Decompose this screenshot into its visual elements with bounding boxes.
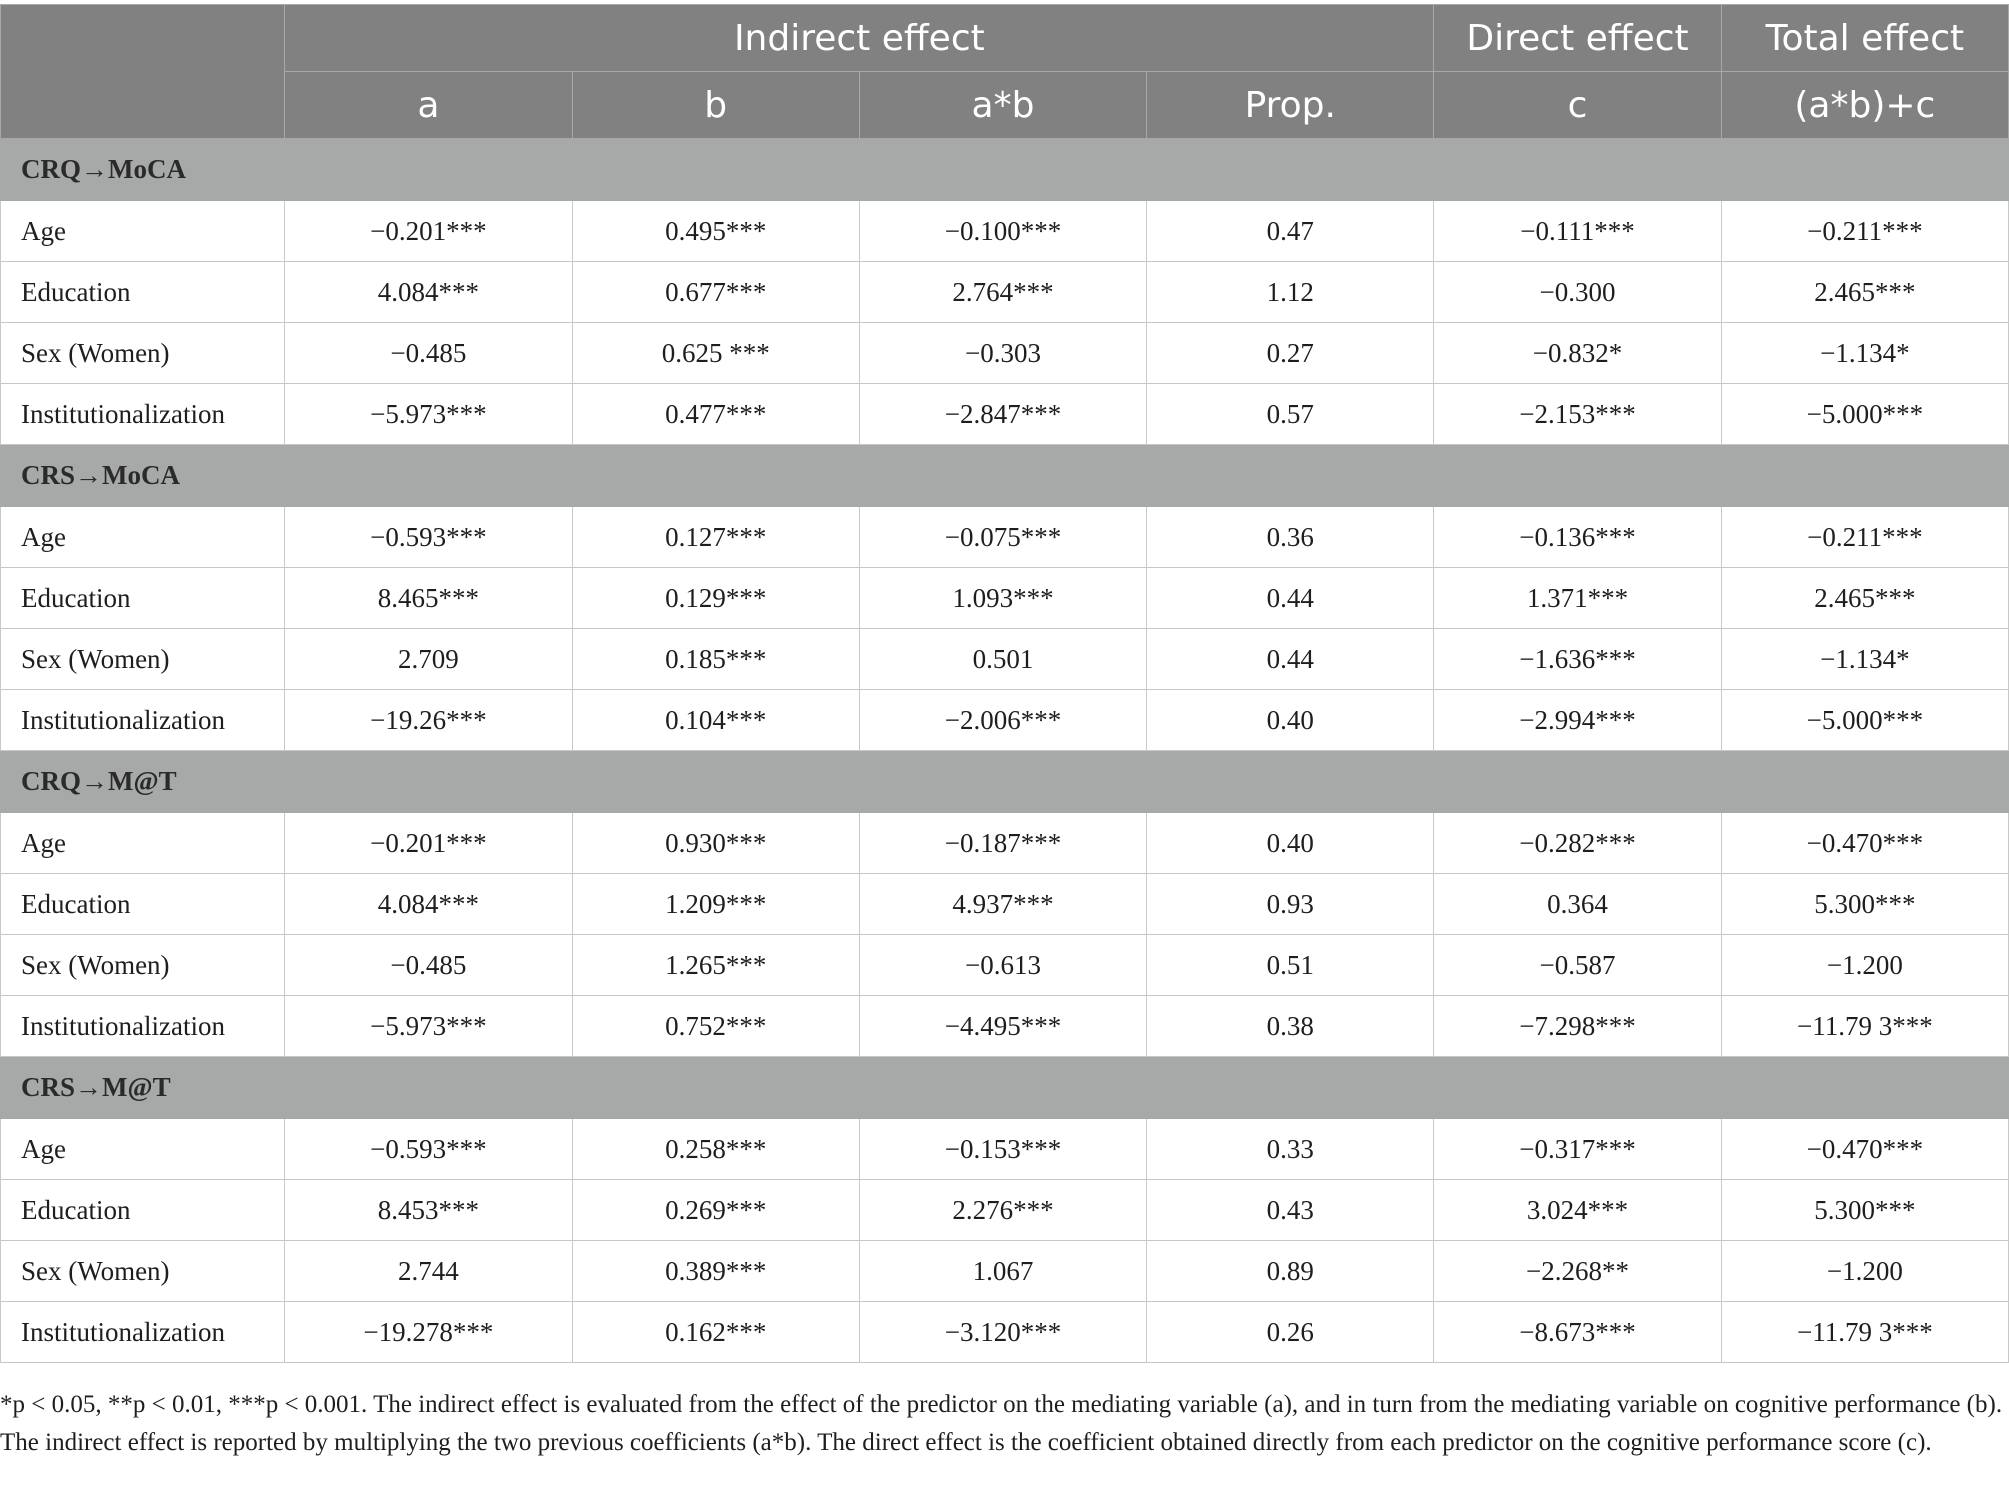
cell-a: −5.973***	[285, 996, 572, 1057]
cell-total: −11.79 3***	[1721, 1302, 2008, 1363]
cell-c: −1.636***	[1434, 629, 1721, 690]
cell-total: −0.211***	[1721, 507, 2008, 568]
cell-a: −0.201***	[285, 813, 572, 874]
cell-c: 3.024***	[1434, 1180, 1721, 1241]
table-header	[1, 5, 2009, 139]
row-label: Sex (Women)	[1, 935, 285, 996]
cell-b: 0.127***	[572, 507, 859, 568]
table-row	[1, 629, 2009, 690]
table-row	[1, 874, 2009, 935]
cell-ab: −2.847***	[859, 384, 1146, 445]
table-row	[1, 813, 2009, 874]
section-header-row	[1, 445, 2009, 507]
cell-a: 2.744	[285, 1241, 572, 1302]
cell-a: 4.084***	[285, 262, 572, 323]
table-row	[1, 690, 2009, 751]
subheader-a: a	[285, 72, 572, 139]
cell-total: −0.211***	[1721, 201, 2008, 262]
cell-total: 5.300***	[1721, 874, 2008, 935]
cell-a: −0.593***	[285, 507, 572, 568]
table-row	[1, 507, 2009, 568]
cell-total: −1.134*	[1721, 629, 2008, 690]
table-row	[1, 996, 2009, 1057]
cell-ab: −3.120***	[859, 1302, 1146, 1363]
row-label: Sex (Women)	[1, 323, 285, 384]
cell-c: −0.111***	[1434, 201, 1721, 262]
cell-total: 5.300***	[1721, 1180, 2008, 1241]
cell-prop: 0.89	[1147, 1241, 1434, 1302]
cell-prop: 0.27	[1147, 323, 1434, 384]
table-row	[1, 568, 2009, 629]
table-body	[1, 139, 2009, 1363]
cell-a: −0.593***	[285, 1119, 572, 1180]
cell-ab: 0.501	[859, 629, 1146, 690]
row-label: Age	[1, 1119, 285, 1180]
section-header-row	[1, 139, 2009, 201]
row-label: Sex (Women)	[1, 629, 285, 690]
cell-total: −5.000***	[1721, 384, 2008, 445]
table-row	[1, 1119, 2009, 1180]
table-row	[1, 935, 2009, 996]
subheader-b: b	[572, 72, 859, 139]
row-label: Education	[1, 568, 285, 629]
section-header-row	[1, 1057, 2009, 1119]
cell-c: −2.994***	[1434, 690, 1721, 751]
cell-c: −7.298***	[1434, 996, 1721, 1057]
cell-a: −0.485	[285, 935, 572, 996]
cell-a: 8.465***	[285, 568, 572, 629]
subheader-prop: Prop.	[1147, 72, 1434, 139]
cell-total: −5.000***	[1721, 690, 2008, 751]
section-title: CRS→MoCA	[1, 445, 2009, 507]
cell-b: 0.625 ***	[572, 323, 859, 384]
cell-prop: 0.38	[1147, 996, 1434, 1057]
cell-b: 0.104***	[572, 690, 859, 751]
cell-c: 1.371***	[1434, 568, 1721, 629]
cell-prop: 0.36	[1147, 507, 1434, 568]
cell-prop: 0.26	[1147, 1302, 1434, 1363]
cell-b: 0.269***	[572, 1180, 859, 1241]
cell-ab: −0.100***	[859, 201, 1146, 262]
cell-b: 0.389***	[572, 1241, 859, 1302]
cell-prop: 0.40	[1147, 813, 1434, 874]
cell-b: 0.495***	[572, 201, 859, 262]
cell-b: 0.677***	[572, 262, 859, 323]
cell-a: −0.201***	[285, 201, 572, 262]
cell-b: 0.752***	[572, 996, 859, 1057]
cell-prop: 0.57	[1147, 384, 1434, 445]
cell-b: 0.477***	[572, 384, 859, 445]
table-row	[1, 1241, 2009, 1302]
cell-b: 1.265***	[572, 935, 859, 996]
cell-prop: 0.40	[1147, 690, 1434, 751]
row-label: Education	[1, 874, 285, 935]
cell-prop: 0.43	[1147, 1180, 1434, 1241]
cell-ab: 4.937***	[859, 874, 1146, 935]
row-label: Institutionalization	[1, 384, 285, 445]
cell-a: 4.084***	[285, 874, 572, 935]
subheader-total: (a*b)+c	[1721, 72, 2008, 139]
cell-prop: 0.47	[1147, 201, 1434, 262]
cell-a: −0.485	[285, 323, 572, 384]
cell-ab: −2.006***	[859, 690, 1146, 751]
cell-b: 0.930***	[572, 813, 859, 874]
row-label: Age	[1, 813, 285, 874]
row-label: Education	[1, 1180, 285, 1241]
cell-c: −0.282***	[1434, 813, 1721, 874]
cell-a: −19.278***	[285, 1302, 572, 1363]
table-row	[1, 384, 2009, 445]
table-row	[1, 262, 2009, 323]
row-label: Institutionalization	[1, 996, 285, 1057]
cell-ab: −0.153***	[859, 1119, 1146, 1180]
mediation-table	[0, 4, 2009, 1363]
cell-total: 2.465***	[1721, 262, 2008, 323]
row-label: Institutionalization	[1, 690, 285, 751]
section-header-row	[1, 751, 2009, 813]
cell-prop: 0.33	[1147, 1119, 1434, 1180]
cell-c: −0.832*	[1434, 323, 1721, 384]
row-label: Sex (Women)	[1, 1241, 285, 1302]
cell-ab: 2.764***	[859, 262, 1146, 323]
row-label: Education	[1, 262, 285, 323]
cell-total: −0.470***	[1721, 813, 2008, 874]
cell-b: 0.185***	[572, 629, 859, 690]
cell-c: −2.153***	[1434, 384, 1721, 445]
cell-total: 2.465***	[1721, 568, 2008, 629]
cell-b: 0.129***	[572, 568, 859, 629]
cell-b: 0.162***	[572, 1302, 859, 1363]
table-row	[1, 1302, 2009, 1363]
cell-c: −0.300	[1434, 262, 1721, 323]
cell-b: 1.209***	[572, 874, 859, 935]
cell-prop: 0.44	[1147, 629, 1434, 690]
section-title: CRQ→M@T	[1, 751, 2009, 813]
subheader-c: c	[1434, 72, 1721, 139]
cell-c: −0.587	[1434, 935, 1721, 996]
cell-prop: 0.44	[1147, 568, 1434, 629]
cell-ab: −4.495***	[859, 996, 1146, 1057]
cell-c: −8.673***	[1434, 1302, 1721, 1363]
cell-a: −19.26***	[285, 690, 572, 751]
cell-a: −5.973***	[285, 384, 572, 445]
cell-total: −0.470***	[1721, 1119, 2008, 1180]
cell-ab: 2.276***	[859, 1180, 1146, 1241]
cell-ab: −0.613	[859, 935, 1146, 996]
cell-total: −1.134*	[1721, 323, 2008, 384]
cell-prop: 0.93	[1147, 874, 1434, 935]
section-title: CRS→M@T	[1, 1057, 2009, 1119]
cell-c: −2.268**	[1434, 1241, 1721, 1302]
cell-ab: −0.187***	[859, 813, 1146, 874]
table-row	[1, 323, 2009, 384]
table-footnote: *p < 0.05, **p < 0.01, ***p < 0.001. The indirect effect is evaluated from the effect of the predictor on the mediating variable (a), and in turn from the mediating variable on cognitive performance (b). The indirect effect is reported by multiplying the two previous coefficients (a*b). The direct effect is the coefficient obtained directly from each predictor on the cognitive performance score (c).	[0, 1391, 2003, 1456]
row-label: Age	[1, 201, 285, 262]
header-total-effect: Total effect	[1721, 5, 2008, 72]
row-label: Age	[1, 507, 285, 568]
cell-c: −0.136***	[1434, 507, 1721, 568]
cell-total: −1.200	[1721, 935, 2008, 996]
header-direct-effect: Direct effect	[1434, 5, 1721, 72]
cell-ab: −0.303	[859, 323, 1146, 384]
cell-prop: 0.51	[1147, 935, 1434, 996]
table-row	[1, 201, 2009, 262]
cell-prop: 1.12	[1147, 262, 1434, 323]
cell-c: 0.364	[1434, 874, 1721, 935]
header-corner	[1, 5, 285, 139]
cell-ab: 1.067	[859, 1241, 1146, 1302]
cell-b: 0.258***	[572, 1119, 859, 1180]
header-indirect-effect: Indirect effect	[285, 5, 1434, 72]
cell-ab: 1.093***	[859, 568, 1146, 629]
row-label: Institutionalization	[1, 1302, 285, 1363]
cell-a: 2.709	[285, 629, 572, 690]
cell-total: −1.200	[1721, 1241, 2008, 1302]
cell-ab: −0.075***	[859, 507, 1146, 568]
table-row	[1, 1180, 2009, 1241]
subheader-ab: a*b	[859, 72, 1146, 139]
cell-a: 8.453***	[285, 1180, 572, 1241]
section-title: CRQ→MoCA	[1, 139, 2009, 201]
cell-total: −11.79 3***	[1721, 996, 2008, 1057]
cell-c: −0.317***	[1434, 1119, 1721, 1180]
